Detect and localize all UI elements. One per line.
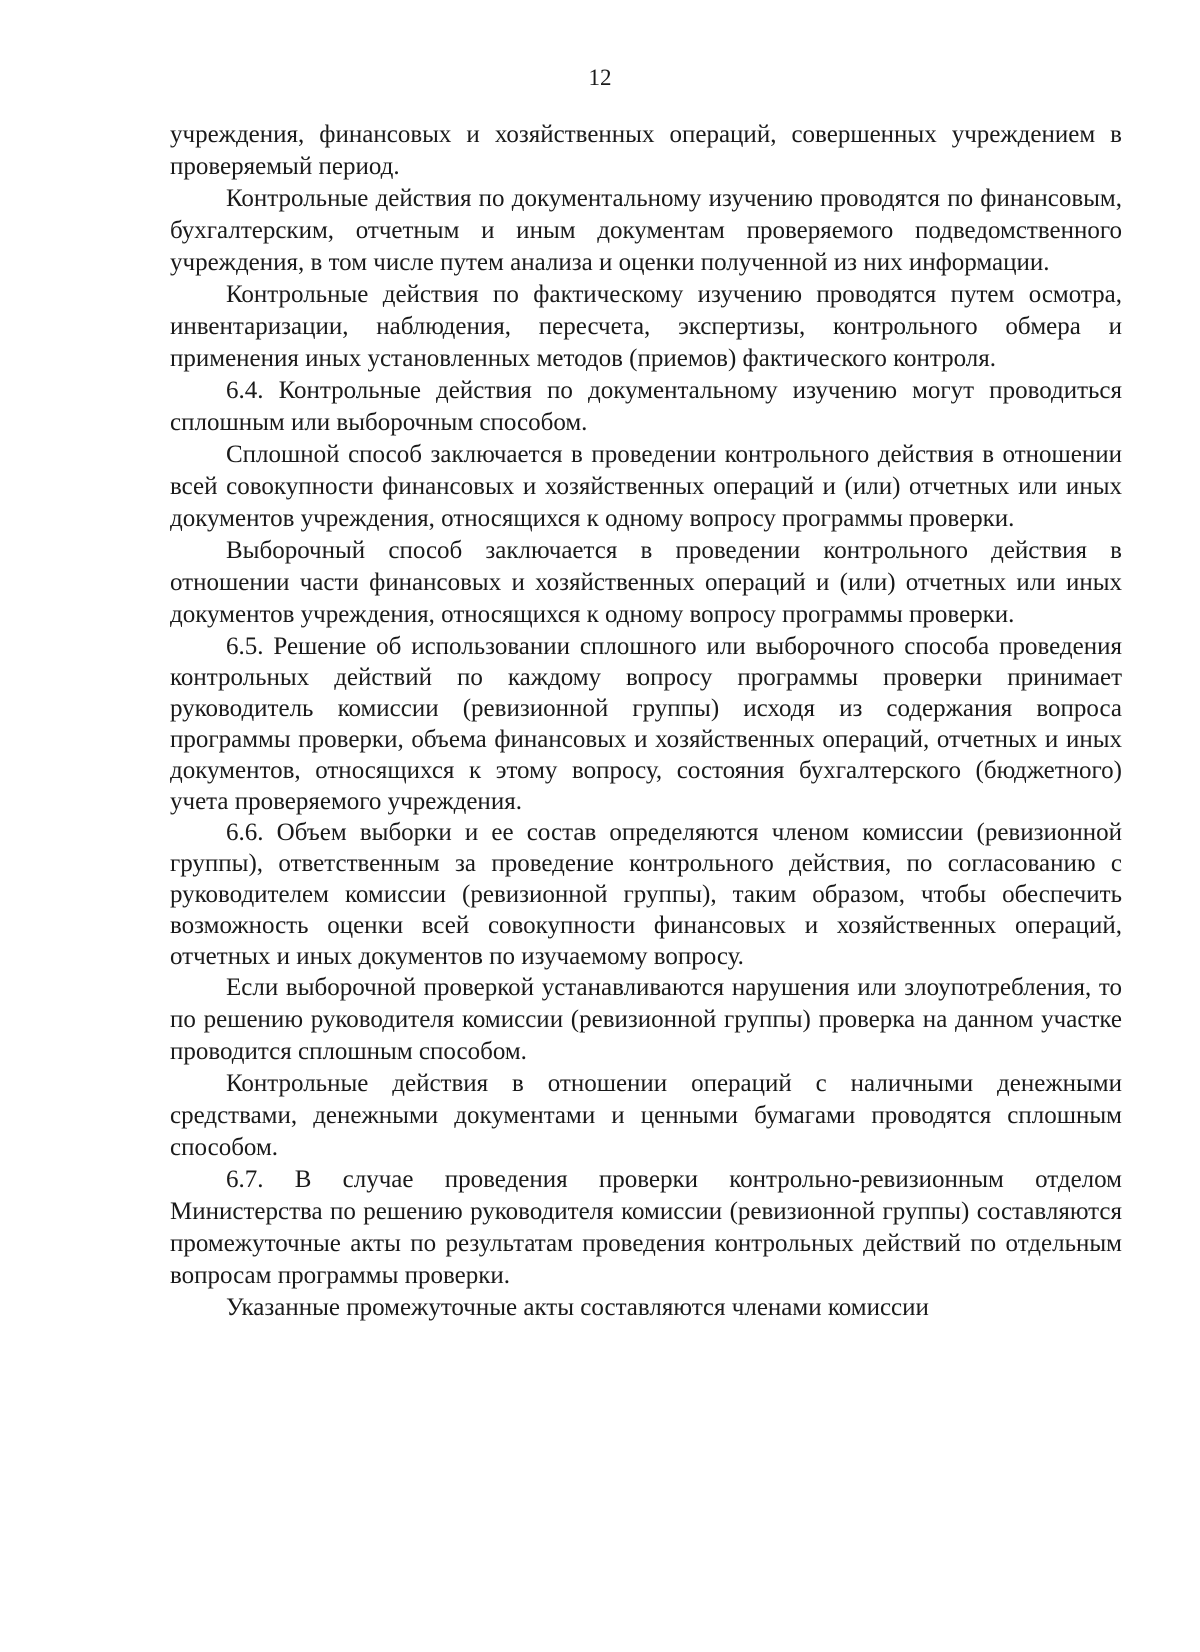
paragraph-continuation: учреждения, финансовых и хозяйственных операций, совершенных учреждением в проверяемый период. xyxy=(170,121,1122,180)
paragraph-cash-operations: Контрольные действия в отношении операций с наличными денежными средствами, денежными документами и ценными бумагами проводятся сплошным способом. xyxy=(170,1070,1122,1161)
paragraph-documentary-study: Контрольные действия по документальному изучению проводятся по финансовым, бухгалтерским, отчетным и иным документам проверяемого подведомственного учреждения, в том числе путем анализа и оценки полученной из них информации. xyxy=(170,185,1122,276)
paragraph-6-6: 6.6. Объем выборки и ее состав определяются членом комиссии (ревизионной группы), ответственным за проведение контрольного действия, по согласованию с руководителем комиссии (ревизионной группы), таким образом, чтобы обеспечить возможность оценки всей совокупности финансовых и хозяйственных операций, отчетных и иных документов по изучаемому вопросу. xyxy=(170,819,1122,970)
document-body xyxy=(170,119,1122,1324)
paragraph-selective-method: Выборочный способ заключается в проведении контрольного действия в отношении части финансовых и хозяйственных операций и (или) отчетных или иных документов учреждения, относящихся к одному вопросу программы проверки. xyxy=(170,537,1122,628)
paragraph-factual-study: Контрольные действия по фактическому изучению проводятся путем осмотра, инвентаризации, наблюдения, пересчета, экспертизы, контрольного обмера и применения иных установленных методов (приемов) фактического контроля. xyxy=(170,281,1122,372)
paragraph-6-7: 6.7. В случае проведения проверки контрольно-ревизионным отделом Министерства по решению руководителя комиссии (ревизионной группы) составляются промежуточные акты по результатам проведения контрольных действий по отдельным вопросам программы проверки. xyxy=(170,1166,1122,1289)
paragraph-interim-acts: Указанные промежуточные акты составляются членами комиссии xyxy=(226,1294,929,1321)
paragraph-6-4: 6.4. Контрольные действия по документальному изучению могут проводиться сплошным или выборочным способом. xyxy=(170,377,1122,436)
paragraph-violations: Если выборочной проверкой устанавливаются нарушения или злоупотребления, то по решению руководителя комиссии (ревизионной группы) проверка на данном участке проводится сплошным способом. xyxy=(170,974,1122,1065)
paragraph-continuous-method: Сплошной способ заключается в проведении контрольного действия в отношении всей совокупности финансовых и хозяйственных операций и (или) отчетных или иных документов учреждения, относящихся к одному вопросу программы проверки. xyxy=(170,441,1122,532)
page-number: 12 xyxy=(588,65,612,90)
paragraph-6-5: 6.5. Решение об использовании сплошного или выборочного способа проведения контрольных действий по каждому вопросу программы проверки принимает руководитель комиссии (ревизионной группы) исходя из содержания вопроса программы проверки, объема финансовых и хозяйственных операций, отчетных и иных документов, относящихся к этому вопросу, состояния бухгалтерского (бюджетного) учета проверяемого учреждения. xyxy=(170,633,1122,815)
